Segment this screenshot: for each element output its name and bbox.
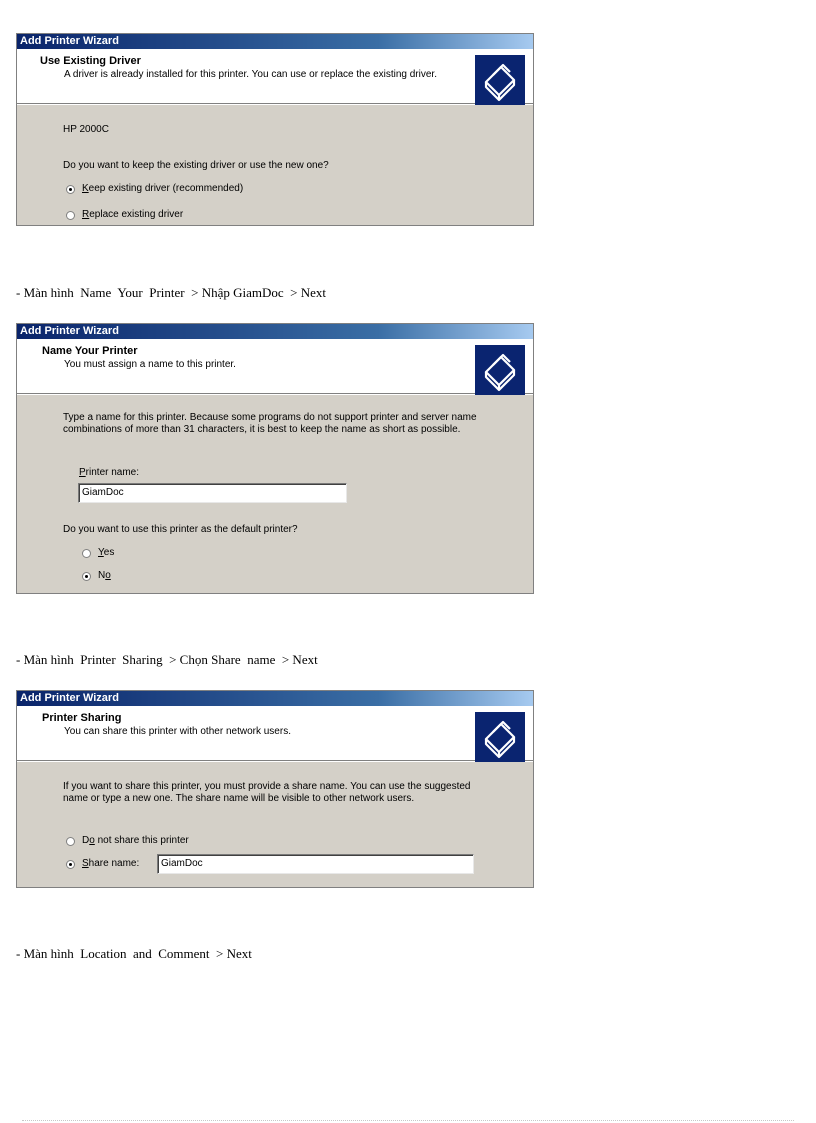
header-subtitle: You can share this printer with other network users. [64,726,291,737]
name-instructions: Type a name for this printer. Because some programs do not support printer and server name combinations of more than 31 characters, it is best to keep the name as short as possible. [63,412,477,435]
replace-driver-radio[interactable] [66,211,75,220]
do-not-share-radio[interactable] [66,837,75,846]
share-name-input[interactable]: GiamDoc [157,854,474,874]
page-footer-divider [22,1120,794,1121]
caption-printer-sharing: - Màn hình Printer Sharing > Chọn Share name > Next [16,652,318,667]
share-name-radio[interactable] [66,860,75,869]
window-title: Add Printer Wizard [17,34,533,49]
keep-driver-radio[interactable] [66,185,75,194]
default-no-label[interactable]: No [98,570,111,581]
share-name-label[interactable]: Share name: [82,858,140,869]
printer-name-input[interactable]: GiamDoc [78,483,347,503]
wizard-header [17,706,533,761]
keep-driver-label[interactable]: Keep existing driver (recommended) [82,183,244,194]
printer-wizard-icon [475,345,525,395]
header-title: Name Your Printer [42,345,138,357]
wizard-printer-sharing [16,690,534,888]
printer-wizard-icon [475,55,525,105]
replace-driver-label[interactable]: Replace existing driver [82,209,184,220]
header-subtitle: You must assign a name to this printer. [64,359,236,370]
driver-question: Do you want to keep the existing driver or use the new one? [63,160,329,171]
wizard-use-existing-driver [16,33,534,226]
wizard-header [17,49,533,104]
printer-wizard-icon [475,712,525,762]
default-yes-label[interactable]: Yes [98,547,115,558]
do-not-share-label[interactable]: Do not share this printer [82,835,189,846]
caption-name-your-printer: - Màn hình Name Your Printer > Nhập GiamDoc > Next [16,285,327,300]
header-subtitle: A driver is already installed for this printer. You can use or replace the existing driver. [64,69,437,80]
default-yes-radio[interactable] [82,549,91,558]
default-no-radio[interactable] [82,572,91,581]
sharing-instructions: If you want to share this printer, you must provide a share name. You can use the suggested name or type a new one. The share name will be visible to other network users. [63,781,471,804]
window-title: Add Printer Wizard [17,324,533,339]
header-title: Printer Sharing [42,712,122,724]
window-title: Add Printer Wizard [17,691,533,706]
printer-name-label: Printer name: [79,467,140,478]
default-printer-question: Do you want to use this printer as the default printer? [63,524,298,535]
wizard-name-your-printer [16,323,534,594]
caption-location-and-comment: - Màn hình Location and Comment > Next [16,946,252,961]
printer-model: HP 2000C [63,124,109,135]
header-title: Use Existing Driver [40,55,141,67]
wizard-header [17,339,533,394]
